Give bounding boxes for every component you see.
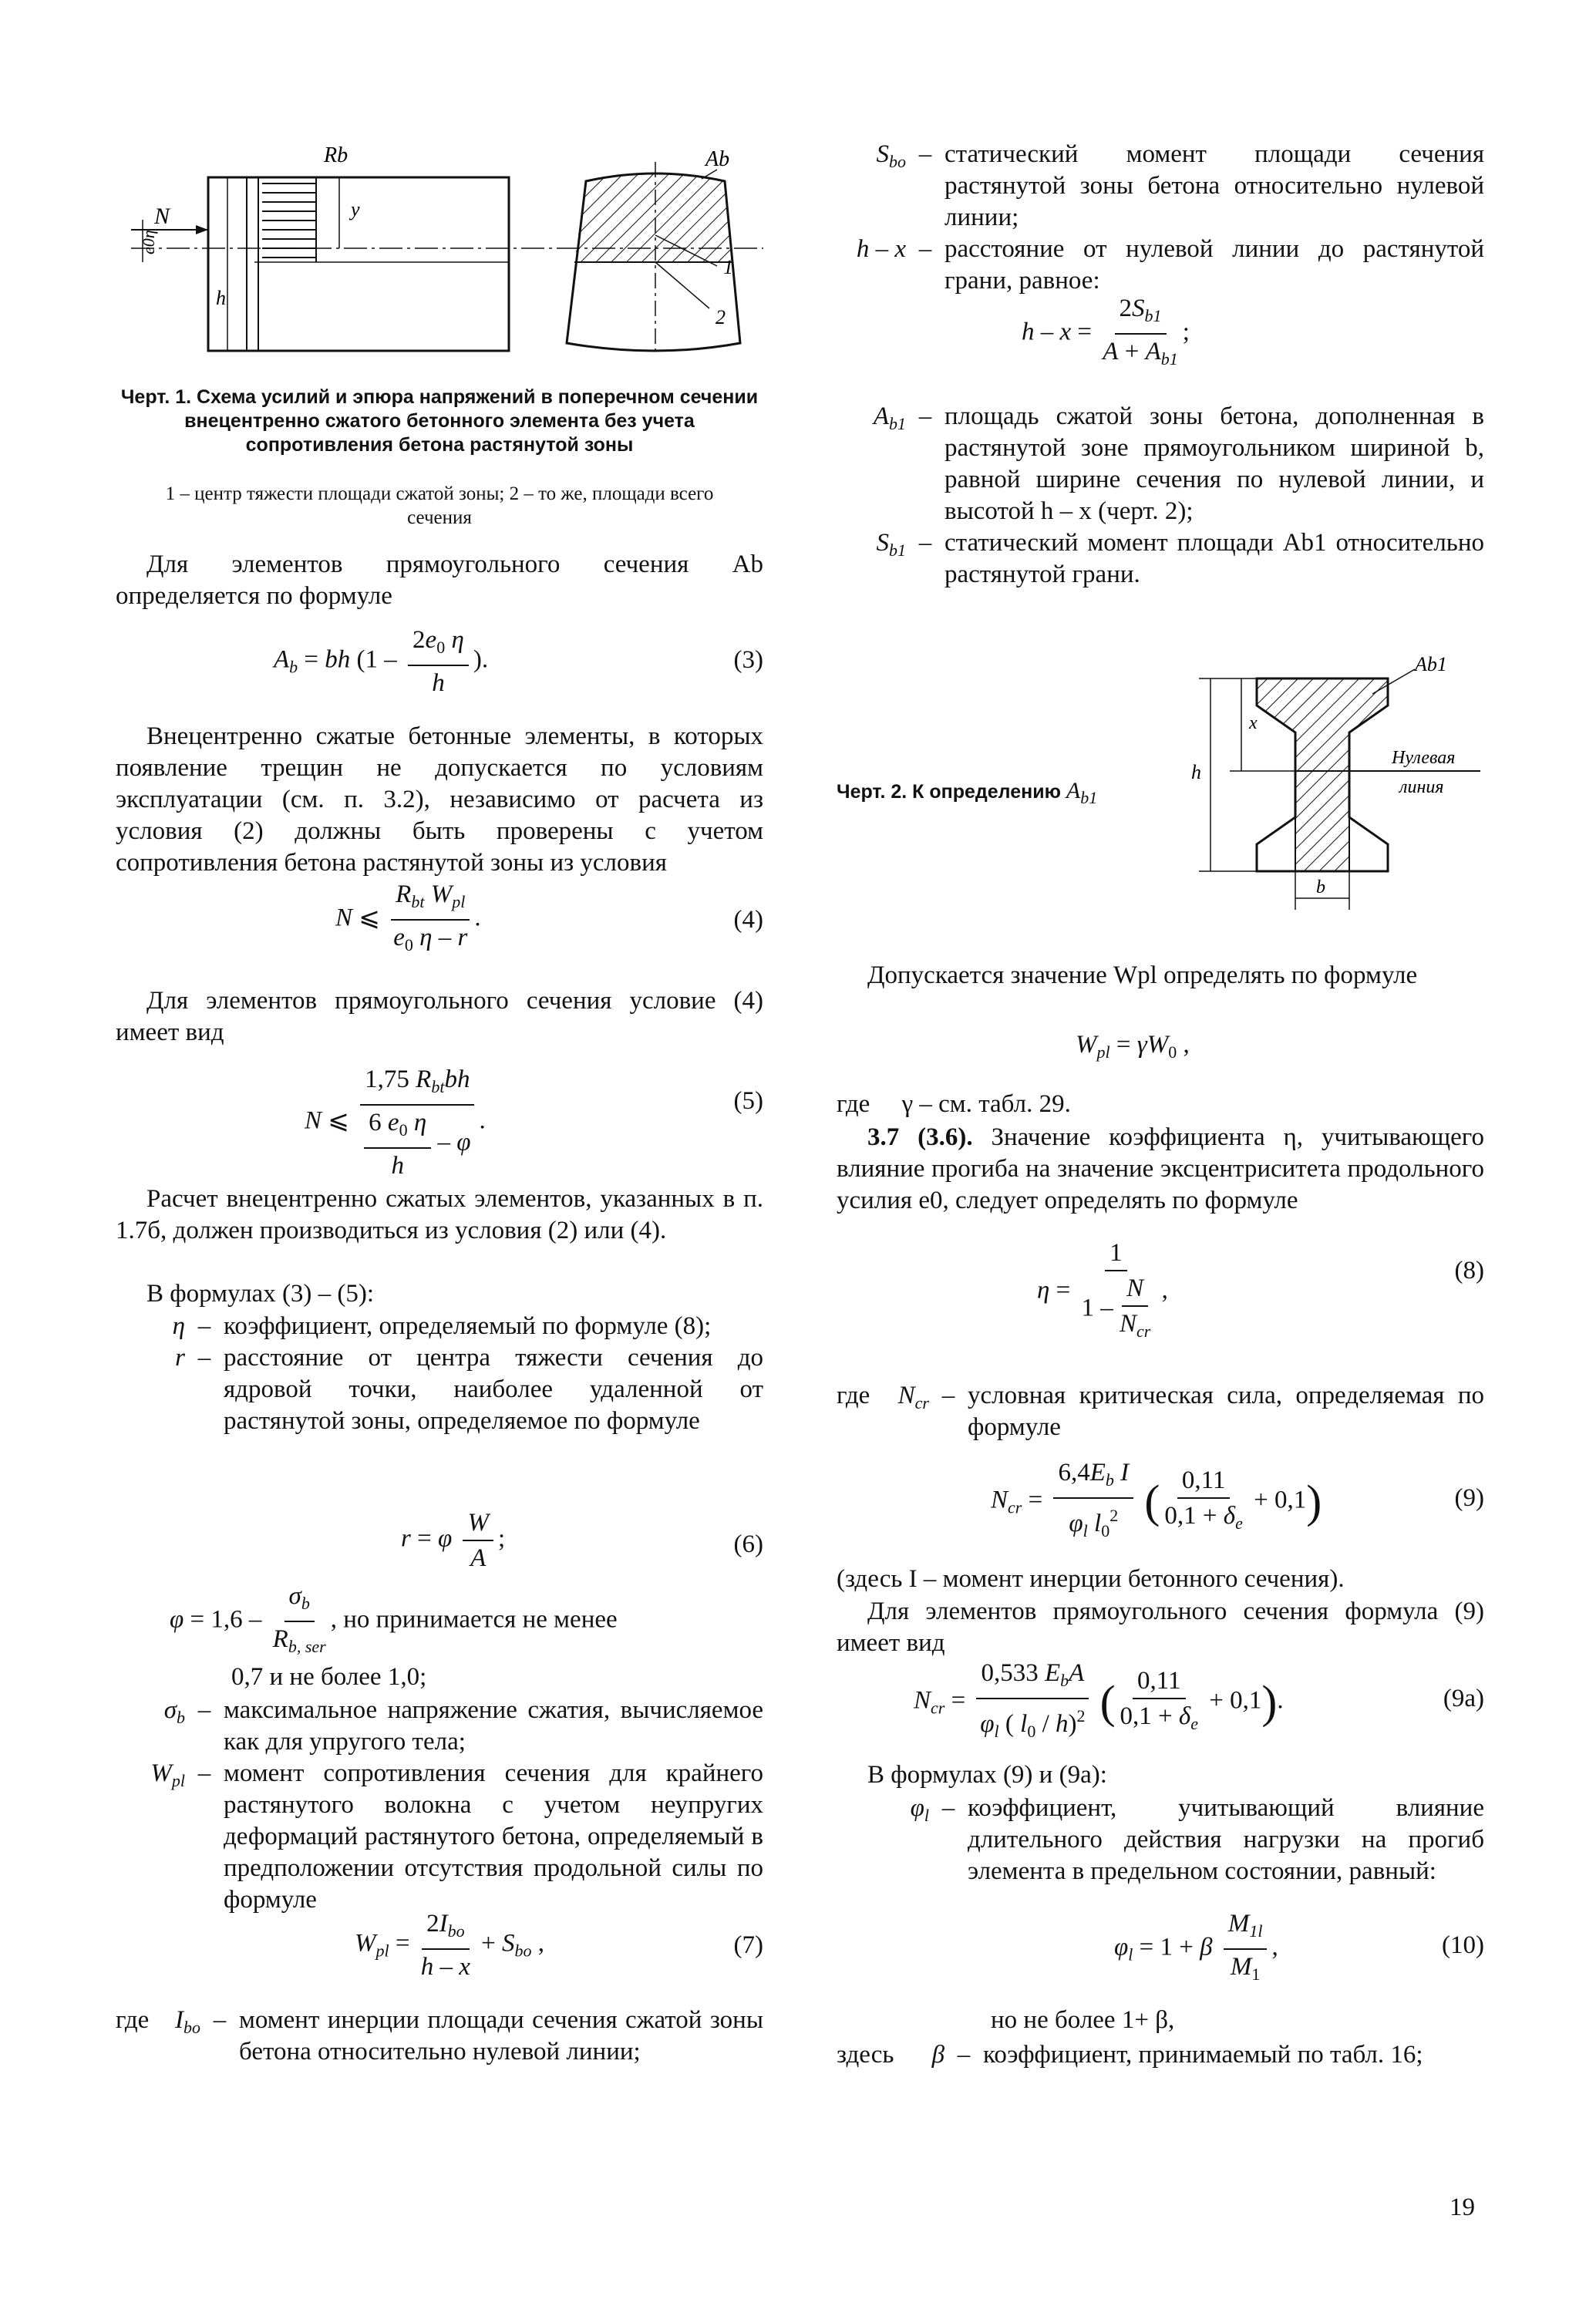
equation-number: (4) <box>733 906 763 934</box>
label-null-line-1: Нулевая <box>1392 748 1456 768</box>
page-number: 19 <box>1450 2193 1475 2221</box>
definition-list <box>837 1380 1484 1443</box>
figure-2-caption: Черт. 2. К определению $A_{b1}$ <box>837 778 1098 807</box>
definition-list <box>837 401 1484 591</box>
label-n: N <box>154 204 170 229</box>
paragraph: (здесь I – момент инерции бетонного сечения). <box>837 1565 1345 1593</box>
definition-list <box>837 139 1484 297</box>
label-h: h <box>1191 761 1201 783</box>
beta-limit: но не более 1+ β, <box>991 2006 1175 2034</box>
formula-h-x: h – x = $\frac{2S_{b1}}{A + A_{b1}}$ ; <box>1022 295 1190 369</box>
paragraph: В формулах (9) и (9а): <box>867 1761 1107 1789</box>
figure-1-legend: 1 – центр тяжести площади сжатой зоны; 2 – то же, площади всего сечения <box>165 483 714 528</box>
definition-sb1: $S_{b1}$ – статический момент площади Ab1 относительно растянутой грани. <box>876 529 1484 588</box>
paragraph: Внецентренно сжатые бетонные элементы, в которых появление трещин не допускается по условиям эксплуатации (см. п. 3.2), независимо от расчета из условия (2) должны быть проверены с учетом сопротивления бетона растянутой зоны из условия <box>116 722 763 877</box>
label-null-line-2: линия <box>1399 777 1444 797</box>
definition-r: r – расстояние от центра тяжести сечения до ядровой точки, наиболее удаленной от растянутой зоны, определяемое по формуле <box>175 1344 763 1435</box>
paragraph: Расчет внецентренно сжатых элементов, указанных в п. 1.7б, должен производиться из условия (2) или (4). <box>116 1185 763 1244</box>
equation-number: (7) <box>733 1931 763 1959</box>
label-ab: Ab <box>705 147 730 171</box>
formula-5: N ⩽ 1,75 $R_{bt}bh$ $\frac{6 e_0 \eta}{h}$ – φ . <box>305 1066 486 1180</box>
label-x: x <box>1249 713 1258 733</box>
paragraph: Для элементов прямоугольного сечения условие (4) имеет вид <box>116 987 763 1046</box>
definition-phi-l: $\varphi_l$ – коэффициент, учитывающий влияние длительного действия нагрузки на прогиб элемента в предельном состоянии, равный: <box>910 1794 1484 1885</box>
definition-beta: здесь β – коэффициент, принимаемый по табл. 16; <box>837 2041 1423 2069</box>
definition-wpl: $W_{pl}$ – момент сопротивления сечения для крайнего растянутого волокна с учетом неупругих деформаций растянутого бетона, определяемый в предположении отсутствия продольной силы по формуле <box>150 1759 763 1914</box>
paragraph: В формулах (3) – (5): <box>146 1280 375 1308</box>
formula-6: r = φ $\frac{W}{A}$ ; <box>401 1509 506 1572</box>
formula-10: $\varphi_l = 1 + \beta$ $\frac{M_{1l}}{M_1}$ , <box>1114 1910 1278 1984</box>
definition-sigma-b: $\sigma_b$ – максимальное напряжение сжатия, вычисляемое как для упругого тела; <box>163 1696 763 1756</box>
label-b: b <box>1316 877 1325 897</box>
label-rb: Rb <box>324 146 348 167</box>
equation-number: (3) <box>733 646 763 674</box>
definition-h-x: h – x – расстояние от нулевой линии до растянутой грани, равное: <box>856 235 1484 295</box>
formula-wpl-gamma: $W_{pl} = \gamma W_0$ , <box>1076 1031 1190 1062</box>
equation-number: (9) <box>1454 1484 1484 1512</box>
definition-eta: η – коэффициент, определяемый по формуле (8); <box>172 1312 712 1340</box>
formula-9a: $N_{cr}$ = $\frac{0,533 E_bA}{\varphi_l ( l_0 / h)^2}$ ( $\frac{0,11}{0,1 + \delta_e}$ + 0,1). <box>914 1659 1284 1741</box>
figure-1-caption: Черт. 1. Схема усилий и эпюра напряжений в поперечном сечении внецентренно сжатого бетонного элемента без учета сопротивления бетона растянутой зоны <box>120 386 759 456</box>
definition-ab1: $A_{b1}$ – площадь сжатой зоны бетона, дополненная в растянутой зоне прямоугольником шириной b, равной ширине сечения по нулевой линии, и высотой h – x (черт. 2); <box>873 402 1484 525</box>
formula-4: N ⩽ $\frac{R_{bt} W_{pl}}{e_0 \eta - r}$ . <box>335 880 481 954</box>
formula-8: η = 1 1 – $\frac{N}{N_{cr}}$ , <box>1037 1239 1168 1341</box>
figure-1-diagram <box>116 146 763 362</box>
label-h: h <box>216 287 226 309</box>
definition-ncr: где $N_{cr}$ – условная критическая сила, определяемая по формуле <box>837 1382 1484 1441</box>
definition-list <box>116 1311 763 1437</box>
formula-9: $N_{cr}$ = $\frac{6,4E_b I}{\varphi_l l_0^2}$ ( $\frac{0,11}{0,1 + \delta_e}$ + 0,1) <box>991 1459 1322 1540</box>
definition-sbo: $S_{bo}$ – статический момент площади сечения растянутой зоны бетона относительно нулевой линии; <box>876 140 1484 231</box>
label-e0eta: e0η <box>139 230 158 254</box>
equation-number: (8) <box>1454 1257 1484 1284</box>
phi-limit: 0,7 и не более 1,0; <box>231 1663 427 1691</box>
definition-ibo: где $I_{bo}$ – момент инерции площади сечения сжатой зоны бетона относительно нулевой линии; <box>116 2006 763 2066</box>
label-1: 1 <box>723 256 733 278</box>
formula-phi: φ = 1,6 – $\frac{\sigma_b}{R_{b, ser}}$ , но принимается не менее <box>170 1582 618 1656</box>
formula-3: $A_b$ = bh (1 – $\frac{2e_0 \eta}{h}$ ). <box>274 626 489 697</box>
definition-list <box>837 2039 1484 2071</box>
equation-number: (9а) <box>1443 1685 1484 1712</box>
equation-number: (6) <box>733 1530 763 1558</box>
figure-2-diagram <box>1176 648 1484 917</box>
label-2: 2 <box>716 306 726 328</box>
paragraph: Для элементов прямоугольного сечения формула (9) имеет вид <box>837 1598 1484 1657</box>
equation-number: (10) <box>1442 1931 1484 1959</box>
paragraph: 3.7 (3.6). Значение коэффициента η, учитывающего влияние прогиба на значение эксцентриситета продольного усилия e0, следует определять по формуле <box>837 1123 1484 1214</box>
equation-number: (5) <box>733 1087 763 1115</box>
label-ab1: Ab1 <box>1415 653 1447 675</box>
definition-list <box>116 1695 763 1916</box>
paragraph: Допускается значение Wpl определять по формуле <box>867 961 1418 989</box>
definition-list <box>837 1793 1484 1887</box>
paragraph: Для элементов прямоугольного сечения Ab определяется по формуле <box>116 550 763 610</box>
formula-7: $W_{pl}$ = $\frac{2I_{bo}}{h - x}$ + $S_{bo}$ , <box>355 1910 545 1981</box>
paragraph: где γ – см. табл. 29. <box>837 1090 1071 1118</box>
label-y: y <box>351 198 360 221</box>
definition-list <box>116 2005 763 2068</box>
